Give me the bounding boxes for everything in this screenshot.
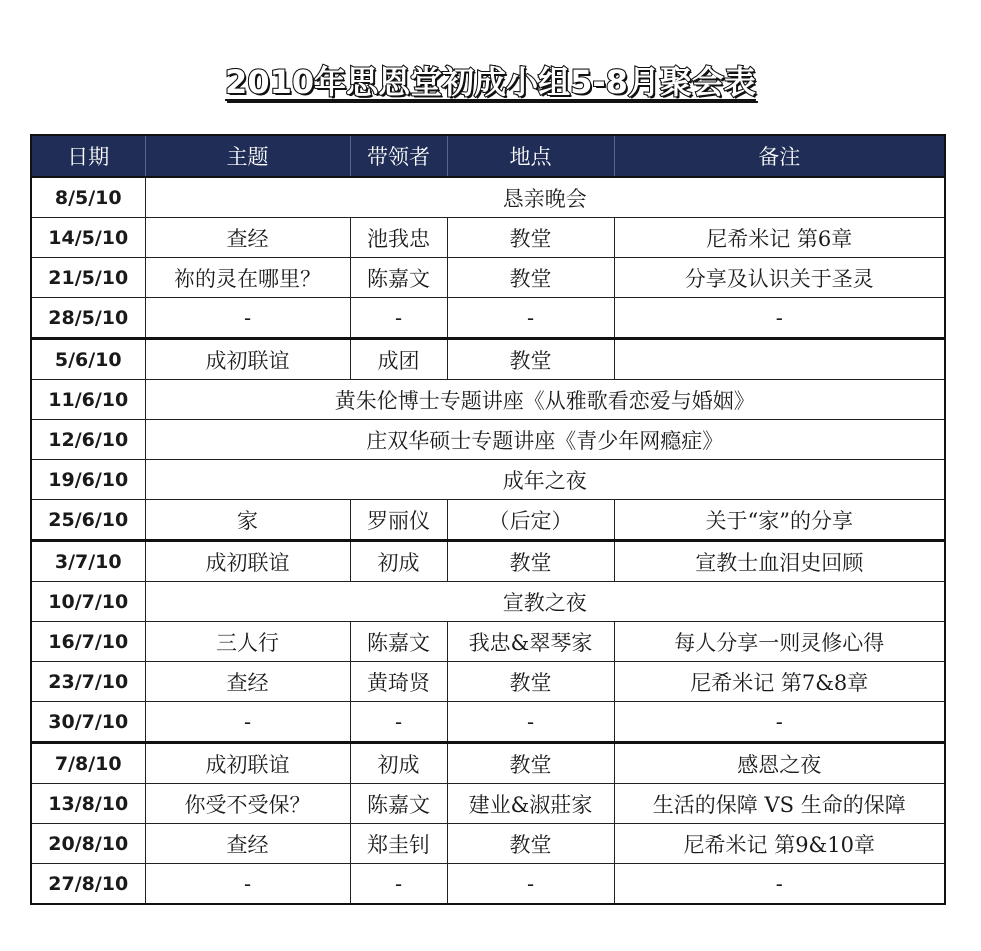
note-cell: 尼希米记 第6章	[614, 218, 945, 258]
leader-cell: 陈嘉文	[350, 784, 447, 824]
topic-cell: 成初联谊	[145, 339, 350, 380]
leader-cell: 初成	[350, 541, 447, 582]
topic-cell: 家	[145, 500, 350, 541]
date-cell: 12/6/10	[31, 420, 145, 460]
page-title: 2010年思恩堂初成小组5-8月聚会表	[225, 63, 756, 101]
leader-cell: 陈嘉文	[350, 622, 447, 662]
date-cell: 8/5/10	[31, 177, 145, 218]
topic-cell: 成初联谊	[145, 743, 350, 784]
leader-cell: 池我忠	[350, 218, 447, 258]
topic-cell: -	[145, 298, 350, 339]
topic-cell: 查经	[145, 218, 350, 258]
place-cell: -	[447, 864, 614, 905]
note-cell: 宣教士血泪史回顾	[614, 541, 945, 582]
place-cell: 教堂	[447, 541, 614, 582]
date-cell: 10/7/10	[31, 582, 145, 622]
table-row	[31, 339, 945, 380]
table-row	[31, 824, 945, 864]
event-cell: 黄朱伦博士专题讲座《从雅歌看恋爱与婚姻》	[145, 380, 945, 420]
date-cell: 27/8/10	[31, 864, 145, 905]
table-body	[31, 177, 945, 904]
place-cell: -	[447, 702, 614, 743]
date-cell: 14/5/10	[31, 218, 145, 258]
event-cell: 恳亲晚会	[145, 177, 945, 218]
table-row	[31, 622, 945, 662]
topic-cell: -	[145, 702, 350, 743]
note-cell: -	[614, 702, 945, 743]
note-cell	[614, 339, 945, 380]
header-note: 备注	[614, 135, 945, 177]
topic-cell: 祢的灵在哪里？	[145, 258, 350, 298]
table-row	[31, 500, 945, 541]
leader-cell: -	[350, 864, 447, 905]
note-cell: 每人分享一则灵修心得	[614, 622, 945, 662]
date-cell: 5/6/10	[31, 339, 145, 380]
table-row	[31, 864, 945, 905]
header-topic: 主题	[145, 135, 350, 177]
topic-cell: 你受不受保？	[145, 784, 350, 824]
table-row	[31, 582, 945, 622]
place-cell: 教堂	[447, 258, 614, 298]
table-row	[31, 258, 945, 298]
leader-cell: 罗丽仪	[350, 500, 447, 541]
leader-cell: 陈嘉文	[350, 258, 447, 298]
date-cell: 7/8/10	[31, 743, 145, 784]
note-cell: -	[614, 864, 945, 905]
date-cell: 23/7/10	[31, 662, 145, 702]
place-cell: 教堂	[447, 339, 614, 380]
leader-cell: 成团	[350, 339, 447, 380]
leader-cell: -	[350, 702, 447, 743]
place-cell: 教堂	[447, 662, 614, 702]
header-date: 日期	[31, 135, 145, 177]
leader-cell: 黄琦贤	[350, 662, 447, 702]
header-place: 地点	[447, 135, 614, 177]
topic-cell: -	[145, 864, 350, 905]
note-cell: -	[614, 298, 945, 339]
table-row	[31, 177, 945, 218]
event-cell: 宣教之夜	[145, 582, 945, 622]
date-cell: 16/7/10	[31, 622, 145, 662]
topic-cell: 三人行	[145, 622, 350, 662]
topic-cell: 查经	[145, 824, 350, 864]
event-cell: 庄双华硕士专题讲座《青少年网瘾症》	[145, 420, 945, 460]
note-cell: 生活的保障 VS 生命的保障	[614, 784, 945, 824]
date-cell: 28/5/10	[31, 298, 145, 339]
date-cell: 3/7/10	[31, 541, 145, 582]
date-cell: 25/6/10	[31, 500, 145, 541]
table-row	[31, 420, 945, 460]
table-header-row	[31, 135, 945, 177]
header-leader: 带领者	[350, 135, 447, 177]
topic-cell: 查经	[145, 662, 350, 702]
note-cell: 感恩之夜	[614, 743, 945, 784]
table-row	[31, 784, 945, 824]
place-cell: -	[447, 298, 614, 339]
table-row	[31, 460, 945, 500]
table-row	[31, 702, 945, 743]
date-cell: 11/6/10	[31, 380, 145, 420]
note-cell: 分享及认识关于圣灵	[614, 258, 945, 298]
note-cell: 关于“家”的分享	[614, 500, 945, 541]
table-row	[31, 662, 945, 702]
place-cell: 教堂	[447, 824, 614, 864]
table-row	[31, 541, 945, 582]
event-cell: 成年之夜	[145, 460, 945, 500]
date-cell: 30/7/10	[31, 702, 145, 743]
topic-cell: 成初联谊	[145, 541, 350, 582]
table-row	[31, 218, 945, 258]
table-row	[31, 743, 945, 784]
date-cell: 19/6/10	[31, 460, 145, 500]
note-cell: 尼希米记 第9&10章	[614, 824, 945, 864]
place-cell: 教堂	[447, 218, 614, 258]
leader-cell: 初成	[350, 743, 447, 784]
schedule-table	[30, 134, 946, 905]
place-cell: 我忠&翠琴家	[447, 622, 614, 662]
place-cell: （后定）	[447, 500, 614, 541]
leader-cell: -	[350, 298, 447, 339]
table-row	[31, 380, 945, 420]
table-row	[31, 298, 945, 339]
place-cell: 建业&淑莊家	[447, 784, 614, 824]
leader-cell: 郑圭钊	[350, 824, 447, 864]
date-cell: 20/8/10	[31, 824, 145, 864]
place-cell: 教堂	[447, 743, 614, 784]
note-cell: 尼希米记 第7&8章	[614, 662, 945, 702]
date-cell: 21/5/10	[31, 258, 145, 298]
date-cell: 13/8/10	[31, 784, 145, 824]
